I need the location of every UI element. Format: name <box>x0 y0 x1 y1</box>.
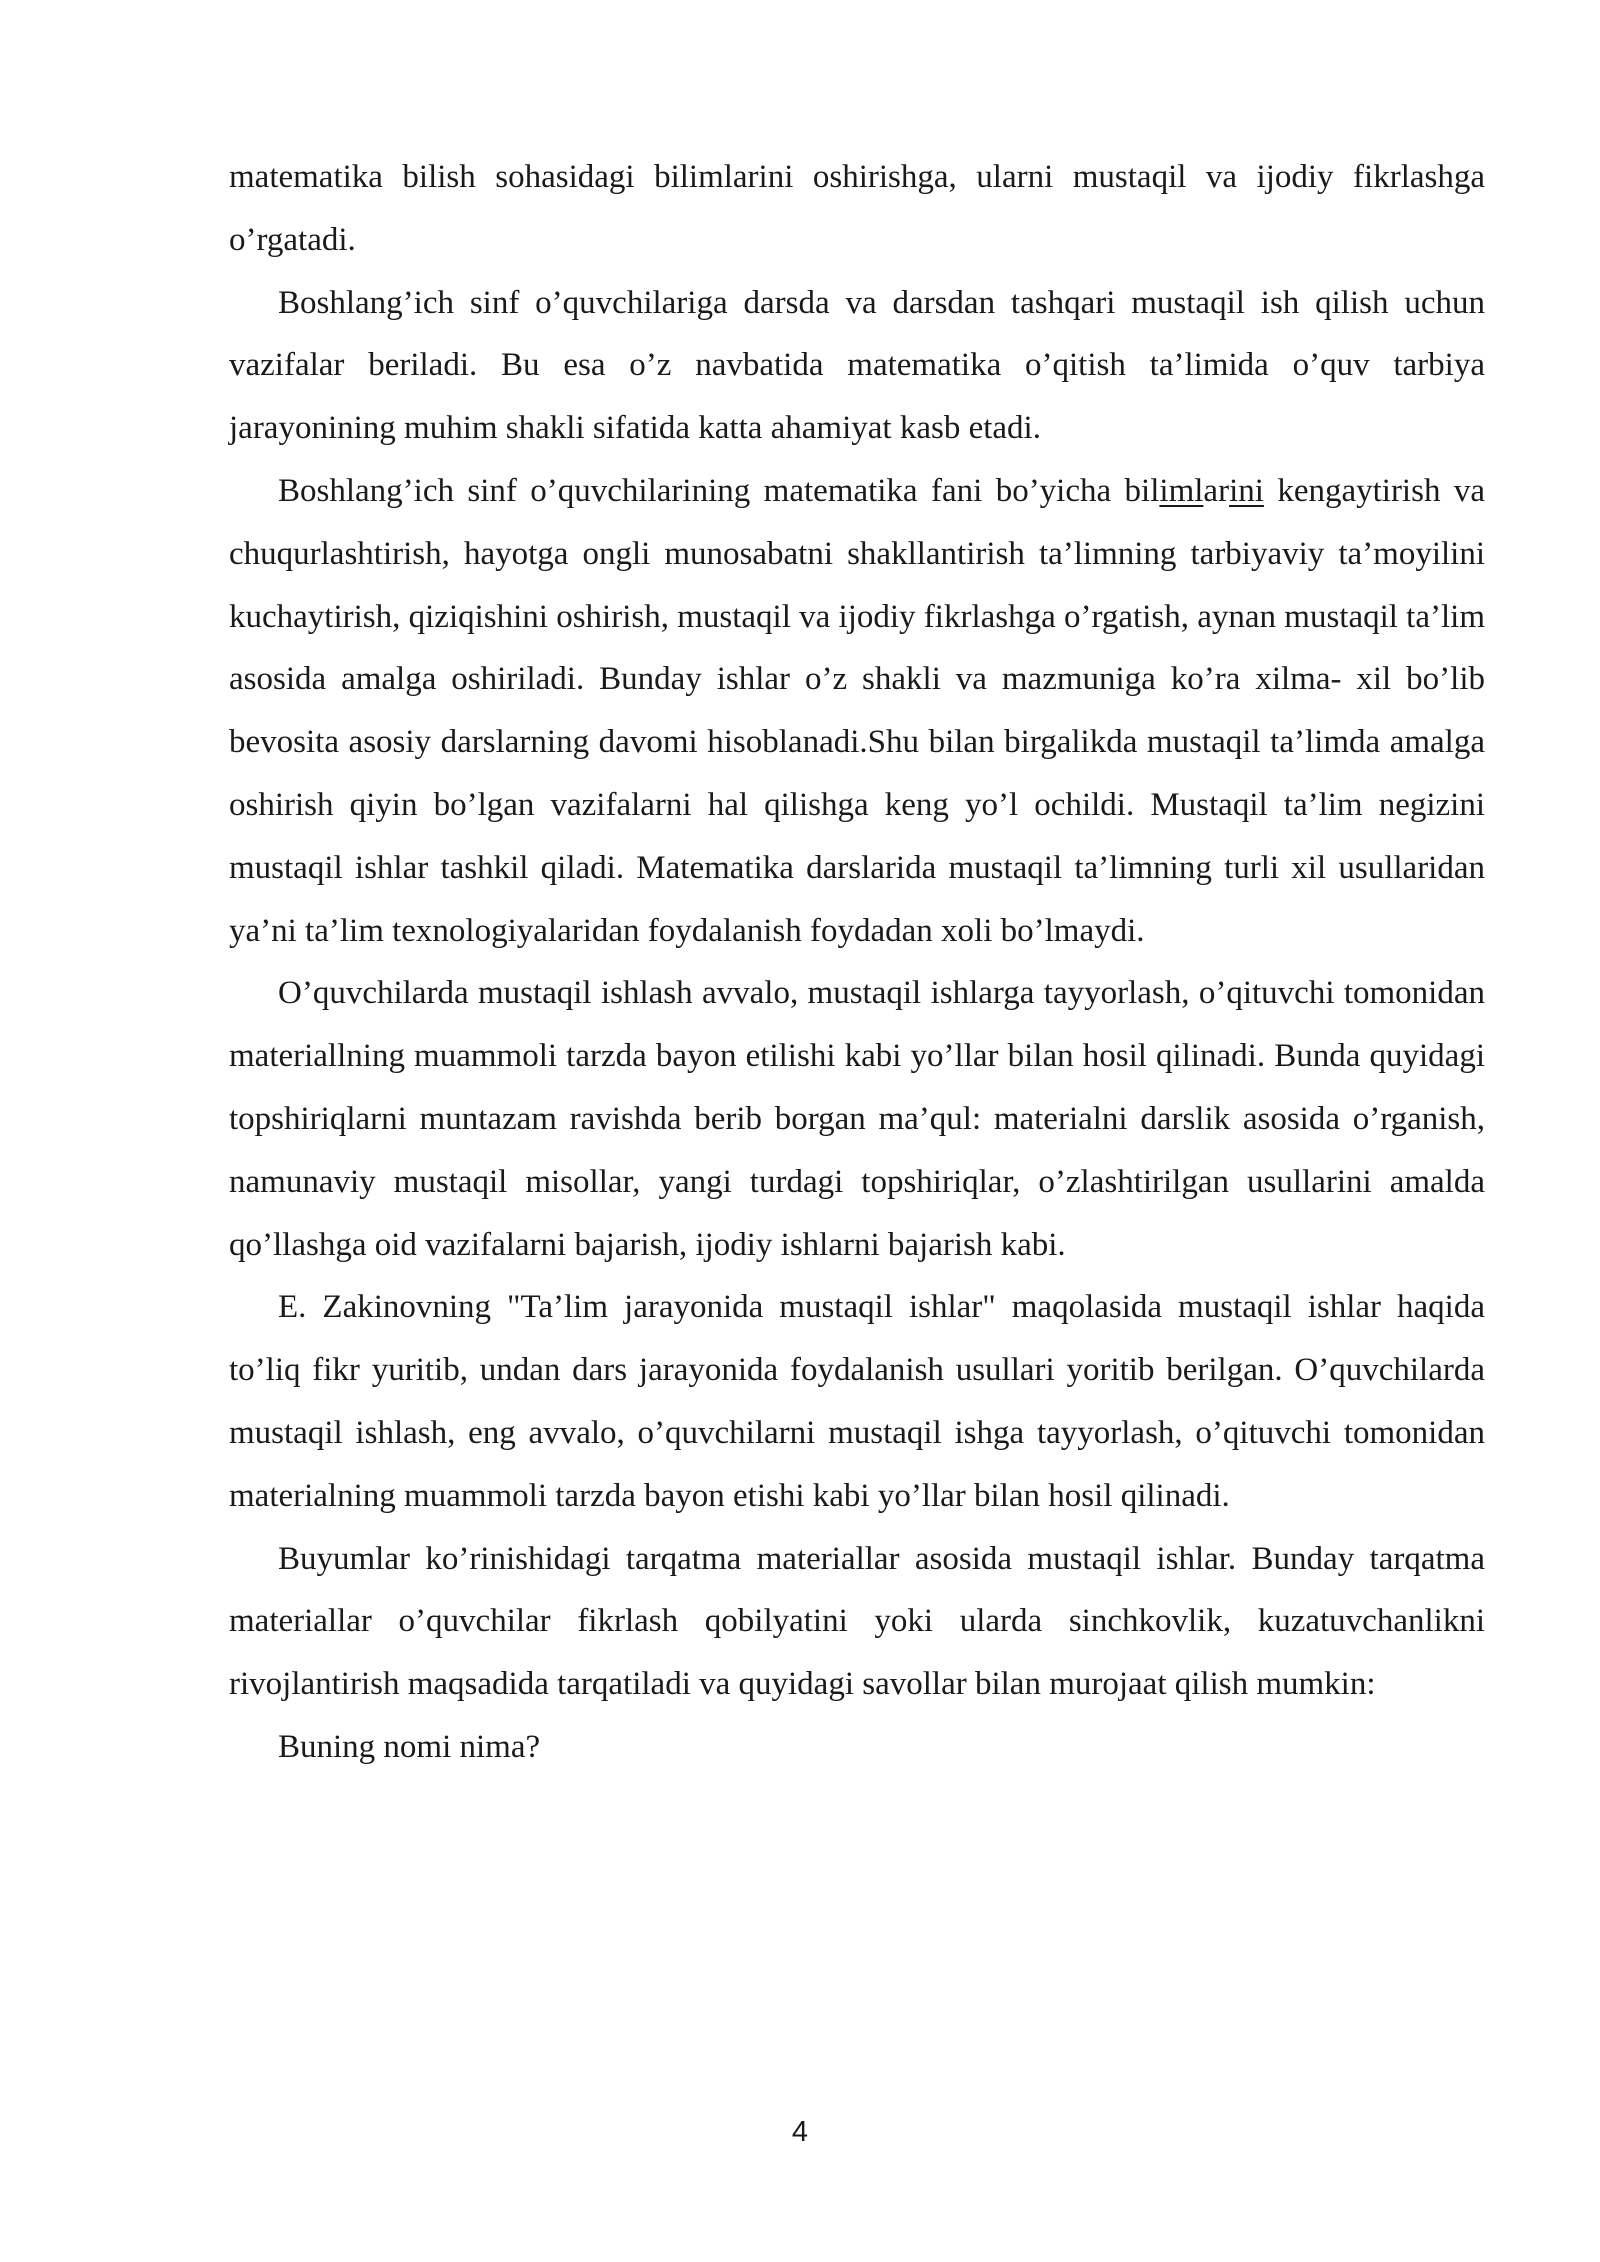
page-number: 4 <box>791 2116 809 2148</box>
paragraph-3-start: Boshlang’ich sinf o’quvchilarining matematika fani bo’yicha bil <box>278 472 1160 509</box>
underlined-fragment-2: ini <box>1229 472 1264 509</box>
paragraph-6: Buyumlar ko’rinishidagi tarqatma materiallar asosida mustaqil ishlar. Bunday tarqatma materiallar o’quvchilar fikrlash qobilyatini yoki ularda sinchkovlik, kuzatuvchanlikni rivojlantirish maqsadida tarqatiladi va quyidagi savollar bilan murojaat qilish mumkin: <box>229 1540 1485 1703</box>
paragraph-5: E. Zakinovning "Ta’lim jarayonida mustaqil ishlar" maqolasida mustaqil ishlar haqida to’liq fikr yuritib, undan dars jarayonida foydalanish usullari yoritib berilgan. O’quvchilarda mustaqil ishlash, eng avvalo, o’quvchilarni mustaqil ishga tayyorlash, o’qituvchi tomonidan materialning muammoli tarzda bayon etishi kabi yo’llar bilan hosil qilinadi. <box>229 1289 1485 1514</box>
underlined-fragment-1: iml <box>1159 472 1204 509</box>
paragraph-7: Buning nomi nima? <box>278 1728 541 1765</box>
paragraph-3-mid: ar <box>1203 472 1230 509</box>
paragraph-1: matematika bilish sohasidagi bilimlarini oshirishga, ularni mustaqil va ijodiy fikrlashga o’rgatadi. <box>229 159 1485 258</box>
paragraph-3 <box>229 460 1485 962</box>
body-text <box>229 146 1485 1779</box>
paragraph-3-rest: kengaytirish va chuqurlashtirish, hayotga ongli munosabatni shakllantirish ta’limning tarbiyaviy ta’moyilini kuchaytirish, qiziqishini oshirish, mustaqil va ijodiy fikrlashga o’rgatish, aynan mustaqil ta’lim asosida amalga oshiriladi. Bunday ishlar o’z shakli va mazmuniga ko’ra xilma- xil bo’lib bevosita asosiy darslarning davomi hisoblanadi.Shu bilan birgalikda mustaqil ta’limda amalga oshirish qiyin bo’lgan vazifalarni hal qilishga keng yo’l ochildi. Mustaqil ta’lim negizini mustaqil ishlar tashkil qiladi. Matematika darslarida mustaqil ta’limning turli xil usullaridan ya’ni ta’lim texnologiyalaridan foydalanish foydadan xoli bo’lmaydi. <box>229 472 1486 949</box>
paragraph-2: Boshlang’ich sinf o’quvchilariga darsda va darsdan tashqari mustaqil ish qilish uchun vazifalar beriladi. Bu esa o’z navbatida matematika o’qitish ta’limida o’quv tarbiya jarayonining muhim shakli sifatida katta ahamiyat kasb etadi. <box>229 284 1485 447</box>
paragraph-4: O’quvchilarda mustaqil ishlash avvalo, mustaqil ishlarga tayyorlash, o’qituvchi tomonidan materiallning muammoli tarzda bayon etilishi kabi yo’llar bilan hosil qilinadi. Bunda quyidagi topshiriqlarni muntazam ravishda berib borgan ma’qul: materialni darslik asosida o’rganish, namunaviy mustaqil misollar, yangi turdagi topshiriqlar, o’zlashtirilgan usullarini amalda qo’llashga oid vazifalarni bajarish, ijodiy ishlarni bajarish kabi. <box>229 975 1485 1263</box>
